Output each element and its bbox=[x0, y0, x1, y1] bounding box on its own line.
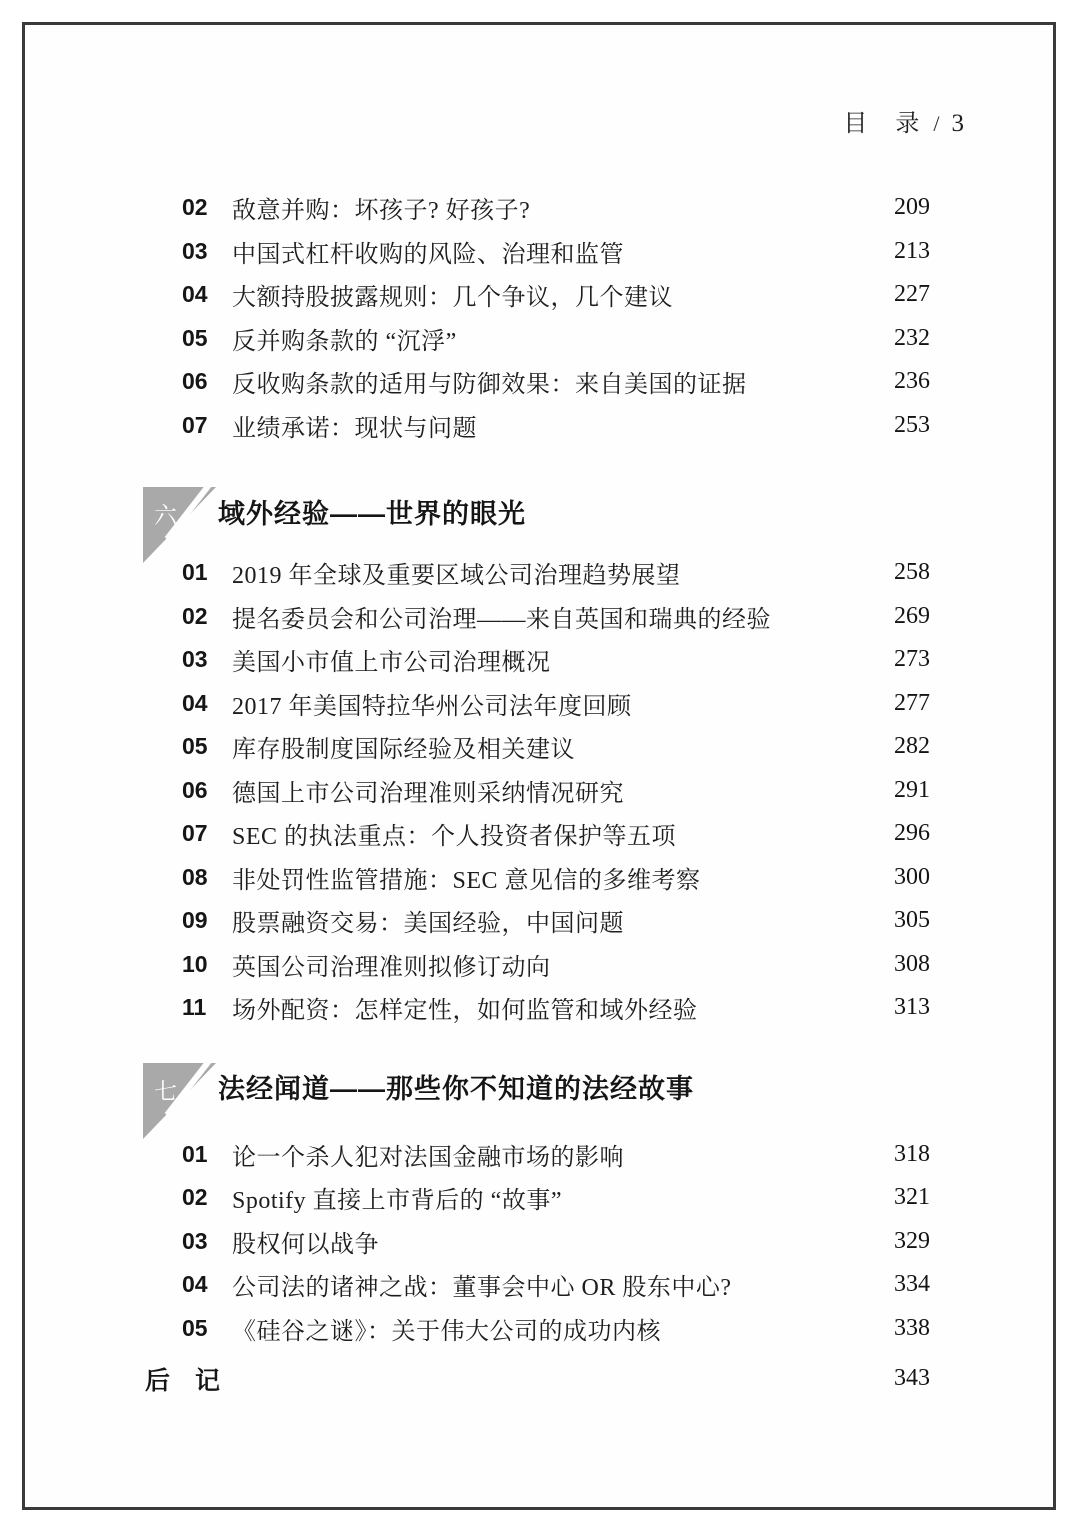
toc-entry-page: 308 bbox=[894, 950, 930, 977]
toc-entry-title: SEC 的执法重点：个人投资者保护等五项 bbox=[232, 824, 677, 851]
toc-entry-number: 06 bbox=[182, 776, 208, 803]
toc-entry bbox=[143, 186, 930, 230]
section-title: 域外经验——世界的眼光 bbox=[218, 498, 526, 529]
toc-entry-number: 02 bbox=[182, 602, 208, 629]
toc-entry-page: 227 bbox=[894, 281, 930, 308]
toc-entry-number: 05 bbox=[182, 1314, 208, 1341]
toc-entry bbox=[143, 360, 930, 404]
toc-entry bbox=[143, 899, 930, 943]
toc-entry-page: 305 bbox=[894, 907, 930, 934]
toc-entry-page: 232 bbox=[894, 324, 930, 351]
toc-entry-page: 213 bbox=[894, 237, 930, 264]
section-marker-triangle bbox=[143, 487, 217, 563]
running-head-separator: / bbox=[933, 111, 940, 136]
toc-entry bbox=[143, 856, 930, 900]
toc-entry-title: 论一个杀人犯对法国金融市场的影响 bbox=[232, 1144, 624, 1171]
toc-entry-number: 11 bbox=[182, 994, 207, 1021]
toc-entry-title: 提名委员会和公司治理——来自英国和瑞典的经验 bbox=[232, 606, 771, 633]
toc-entry-page: 282 bbox=[894, 733, 930, 760]
section-header-six bbox=[143, 486, 930, 536]
toc-entry-number: 03 bbox=[182, 646, 208, 673]
section-marker-label: 六 bbox=[154, 502, 177, 528]
toc-entry-title: 中国式杠杆收购的风险、治理和监管 bbox=[232, 241, 624, 268]
toc-entry-page: 329 bbox=[894, 1227, 930, 1254]
toc-entry-title: 库存股制度国际经验及相关建议 bbox=[232, 737, 575, 764]
running-head bbox=[843, 103, 964, 138]
toc-entry-number: 01 bbox=[182, 559, 208, 586]
toc-section-continued bbox=[143, 186, 930, 447]
toc-entry-number: 07 bbox=[182, 820, 208, 847]
afterword-page: 343 bbox=[894, 1365, 930, 1392]
toc-section-seven bbox=[143, 1133, 930, 1351]
toc-entry bbox=[143, 812, 930, 856]
toc-entry-number: 06 bbox=[182, 368, 208, 395]
toc-entry bbox=[143, 682, 930, 726]
toc-entry bbox=[143, 986, 930, 1030]
toc-entry bbox=[143, 1133, 930, 1177]
toc-entry-page: 300 bbox=[894, 863, 930, 890]
toc-entry-number: 01 bbox=[182, 1140, 208, 1167]
toc-entry bbox=[143, 595, 930, 639]
toc-entry bbox=[143, 317, 930, 361]
section-header-seven bbox=[143, 1062, 930, 1112]
toc-entry bbox=[143, 1176, 930, 1220]
toc-entry-title: 美国小市值上市公司治理概况 bbox=[232, 650, 551, 677]
toc-entry-number: 07 bbox=[182, 411, 208, 438]
section-title: 法经闻道——那些你不知道的法经故事 bbox=[218, 1074, 694, 1104]
toc-entry bbox=[143, 404, 930, 448]
section-marker-label: 七 bbox=[154, 1077, 177, 1104]
toc-entry bbox=[143, 769, 930, 813]
toc-entry-title: 2019 年全球及重要区域公司治理趋势展望 bbox=[232, 563, 681, 590]
toc-entry-number: 09 bbox=[182, 907, 208, 934]
toc-entry-title: 场外配资：怎样定性，如何监管和域外经验 bbox=[232, 998, 698, 1025]
toc-entry-title: 股权何以战争 bbox=[232, 1231, 379, 1258]
toc-entry-page: 253 bbox=[894, 411, 930, 438]
toc-entry-number: 10 bbox=[182, 950, 208, 977]
toc-entry-number: 05 bbox=[182, 733, 208, 760]
toc-section-six bbox=[143, 551, 930, 1030]
toc-entry-title: 英国公司治理准则拟修订动向 bbox=[232, 954, 551, 981]
toc-entry-number: 03 bbox=[182, 237, 208, 264]
toc-entry bbox=[143, 273, 930, 317]
toc-entry bbox=[143, 1220, 930, 1264]
toc-entry-page: 273 bbox=[894, 646, 930, 673]
toc-entry-page: 269 bbox=[894, 602, 930, 629]
toc-entry-page: 258 bbox=[894, 559, 930, 586]
toc-entry-title: 大额持股披露规则：几个争议，几个建议 bbox=[232, 285, 673, 312]
toc-entry-number: 04 bbox=[182, 689, 208, 716]
toc-entry-page: 236 bbox=[894, 368, 930, 395]
toc-entry-page: 296 bbox=[894, 820, 930, 847]
afterword-entry bbox=[143, 1357, 930, 1401]
toc-entry-page: 313 bbox=[894, 994, 930, 1021]
toc-entry-number: 02 bbox=[182, 1184, 208, 1211]
section-marker-triangle bbox=[143, 1063, 217, 1139]
toc-entry-title: 股票融资交易：美国经验，中国问题 bbox=[232, 911, 624, 938]
afterword-label: 后 记 bbox=[145, 1366, 221, 1395]
toc-entry-title: 反收购条款的适用与防御效果：来自美国的证据 bbox=[232, 372, 747, 399]
toc-entry-title: Spotify 直接上市背后的 “故事” bbox=[232, 1188, 562, 1215]
toc-entry bbox=[143, 1307, 930, 1351]
toc-entry-page: 277 bbox=[894, 689, 930, 716]
toc-entry-number: 03 bbox=[182, 1227, 208, 1254]
toc-entry-number: 05 bbox=[182, 324, 208, 351]
toc-entry-number: 08 bbox=[182, 863, 208, 890]
toc-entry-title: 德国上市公司治理准则采纳情况研究 bbox=[232, 780, 624, 807]
toc-entry-title: 《硅谷之谜》：关于伟大公司的成功内核 bbox=[232, 1318, 661, 1345]
toc-entry-title: 反并购条款的 “沉浮” bbox=[232, 328, 457, 355]
toc-entry bbox=[143, 943, 930, 987]
toc-entry-number: 02 bbox=[182, 194, 208, 221]
toc-entry bbox=[143, 638, 930, 682]
toc-entry-title: 非处罚性监管措施：SEC 意见信的多维考察 bbox=[232, 867, 701, 894]
toc-entry bbox=[143, 1263, 930, 1307]
toc-entry bbox=[143, 551, 930, 595]
toc-entry bbox=[143, 725, 930, 769]
toc-entry bbox=[143, 230, 930, 274]
running-head-page-number: 3 bbox=[951, 110, 964, 137]
toc-entry-title: 公司法的诸神之战：董事会中心 OR 股东中心? bbox=[232, 1275, 732, 1302]
toc-entry-page: 338 bbox=[894, 1314, 930, 1341]
toc-content bbox=[143, 186, 930, 1401]
toc-entry-page: 209 bbox=[894, 194, 930, 221]
toc-entry-page: 321 bbox=[894, 1184, 930, 1211]
toc-entry-page: 291 bbox=[894, 776, 930, 803]
toc-entry-page: 318 bbox=[894, 1140, 930, 1167]
toc-entry-title: 2017 年美国特拉华州公司法年度回顾 bbox=[232, 693, 632, 720]
toc-entry-title: 敌意并购：坏孩子? 好孩子? bbox=[232, 198, 531, 225]
toc-entry-title: 业绩承诺：现状与问题 bbox=[232, 415, 477, 442]
toc-entry-number: 04 bbox=[182, 1271, 208, 1298]
running-head-title: 目 录 bbox=[843, 111, 922, 137]
toc-entry-number: 04 bbox=[182, 281, 208, 308]
toc-entry-page: 334 bbox=[894, 1271, 930, 1298]
